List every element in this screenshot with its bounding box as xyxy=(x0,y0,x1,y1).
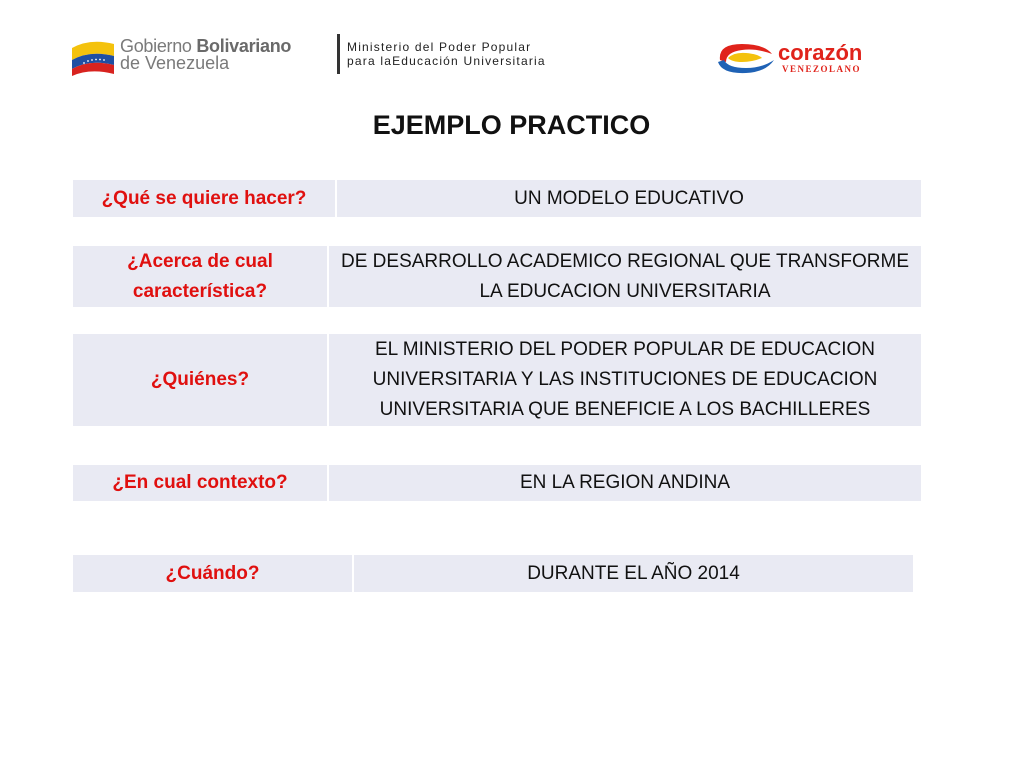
question-cell: ¿Qué se quiere hacer? xyxy=(73,180,337,217)
answer-cell: DURANTE EL AÑO 2014 xyxy=(354,555,913,592)
table-row xyxy=(73,334,921,426)
question-cell: ¿Acerca de cual característica? xyxy=(73,246,329,307)
table-row xyxy=(73,555,913,592)
ministry-line2: para laEducación Universitaria xyxy=(347,54,546,68)
header-divider xyxy=(337,34,340,74)
corazon-venezolano-logo xyxy=(712,40,902,80)
heart-swirl-icon xyxy=(712,40,778,76)
ministry-line1: Ministerio del Poder Popular xyxy=(347,40,532,54)
question-cell: ¿En cual contexto? xyxy=(73,465,329,501)
answer-cell: EN LA REGION ANDINA xyxy=(329,465,921,501)
gov-logo-bold: Bolivariano xyxy=(196,36,292,56)
brand-subtitle: VENEZOLANO xyxy=(782,64,862,74)
question-cell: ¿Quiénes? xyxy=(73,334,329,426)
gobierno-bolivariano-logo xyxy=(70,34,332,78)
table-row xyxy=(73,465,921,501)
answer-cell: DE DESARROLLO ACADEMICO REGIONAL QUE TRANSFORME LA EDUCACION UNIVERSITARIA xyxy=(329,246,921,307)
answer-cell: EL MINISTERIO DEL PODER POPULAR DE EDUCACION UNIVERSITARIA Y LAS INSTITUCIONES DE EDUCACION UNIVERSITARIA QUE BENEFICIE A LOS BACHILLERES xyxy=(329,334,921,426)
table-row xyxy=(73,180,921,217)
gov-logo-line2: de Venezuela xyxy=(120,53,230,73)
ministry-name xyxy=(347,40,546,68)
venezuela-flag-icon xyxy=(70,36,116,76)
answer-cell: UN MODELO EDUCATIVO xyxy=(337,180,921,217)
question-cell: ¿Cuándo? xyxy=(73,555,354,592)
brand-word: corazón xyxy=(778,40,863,65)
header xyxy=(0,0,1023,100)
gov-logo-text xyxy=(120,38,291,72)
table-row xyxy=(73,246,921,307)
page-title: EJEMPLO PRACTICO xyxy=(372,110,651,140)
gov-logo-prefix: Gobierno xyxy=(120,36,192,56)
